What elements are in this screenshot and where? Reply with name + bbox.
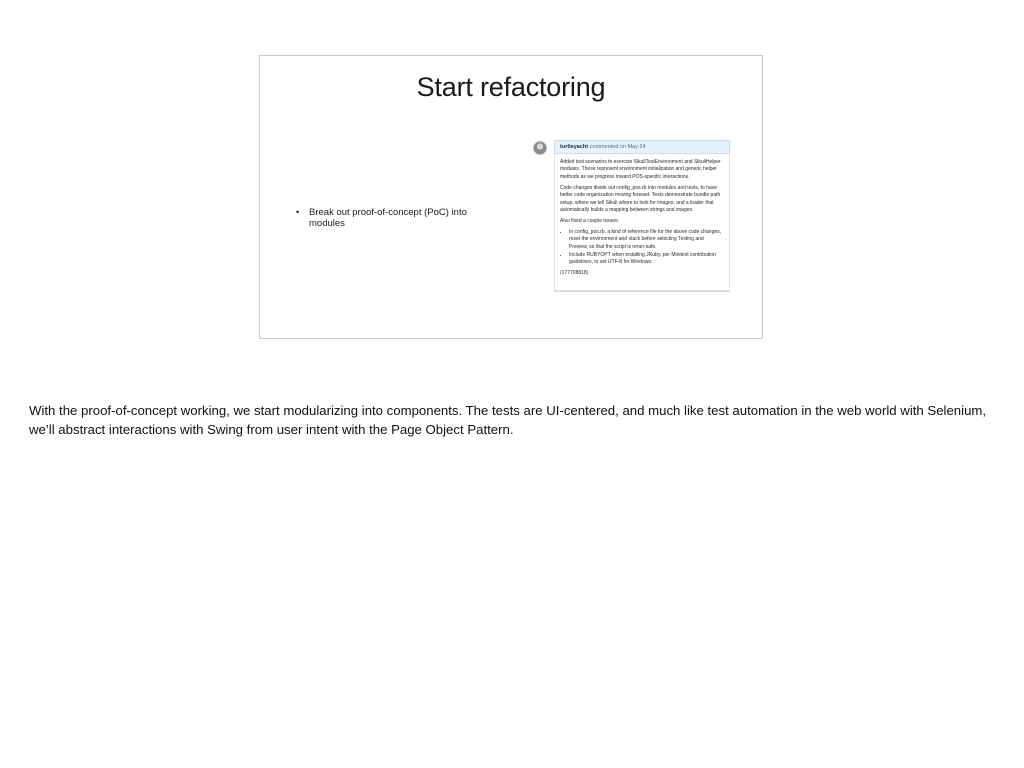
bullet-dot: • <box>296 207 300 217</box>
comment-footer: (177708818) <box>560 270 589 277</box>
bullet-text: Break out proof-of-concept (PoC) into modules <box>309 207 467 229</box>
bullet-list <box>296 207 496 229</box>
comment-meta: commented on May 24 <box>589 144 646 150</box>
comment-author: turtleyacht <box>560 144 589 150</box>
comment-body <box>554 154 730 292</box>
comment-header <box>554 140 730 154</box>
comment-paragraph: Added test scenarios to exercise SikuliTestEnvironment and SikuliHelper modules. These represent environment initialization and generic helper methods as we progress toward POS-specific interactions. <box>560 159 721 180</box>
avatar <box>533 141 547 155</box>
slide-title: Start refactoring <box>416 72 606 102</box>
comment-list-item: • Include RUBYOPT when installing JRuby, per Minitest contribution guidelines, to set UTF-8 for Windows. <box>569 252 723 267</box>
comment-list-item: • In config_pos.rb, a kind of reference file for the above code changes, reset the environment and stack before selecting Testing and Preview, so that the script is rerun-safe. <box>569 229 723 251</box>
comment-paragraph: Code changes divide out config_pos.rb into modules and tests, to have better code organization moving forward. Tests demonstrate bundle path setup, where we tell Sikuli where to look for images, and a loader that automatically builds a mapping between strings and images. <box>560 184 721 213</box>
presenter-notes: With the proof-of-concept working, we start modularizing into components. The tests are UI-centered, and much like test automation in the web world with Selenium, we’ll abstract interactions with Swing from user intent with the Page Object Pattern. <box>29 403 987 437</box>
slide-preview <box>259 55 763 339</box>
bullet-item <box>296 207 496 229</box>
comment-screenshot <box>532 140 730 294</box>
comment-list <box>560 229 723 267</box>
comment-paragraph: Also fixed a couple issues: <box>560 217 619 224</box>
